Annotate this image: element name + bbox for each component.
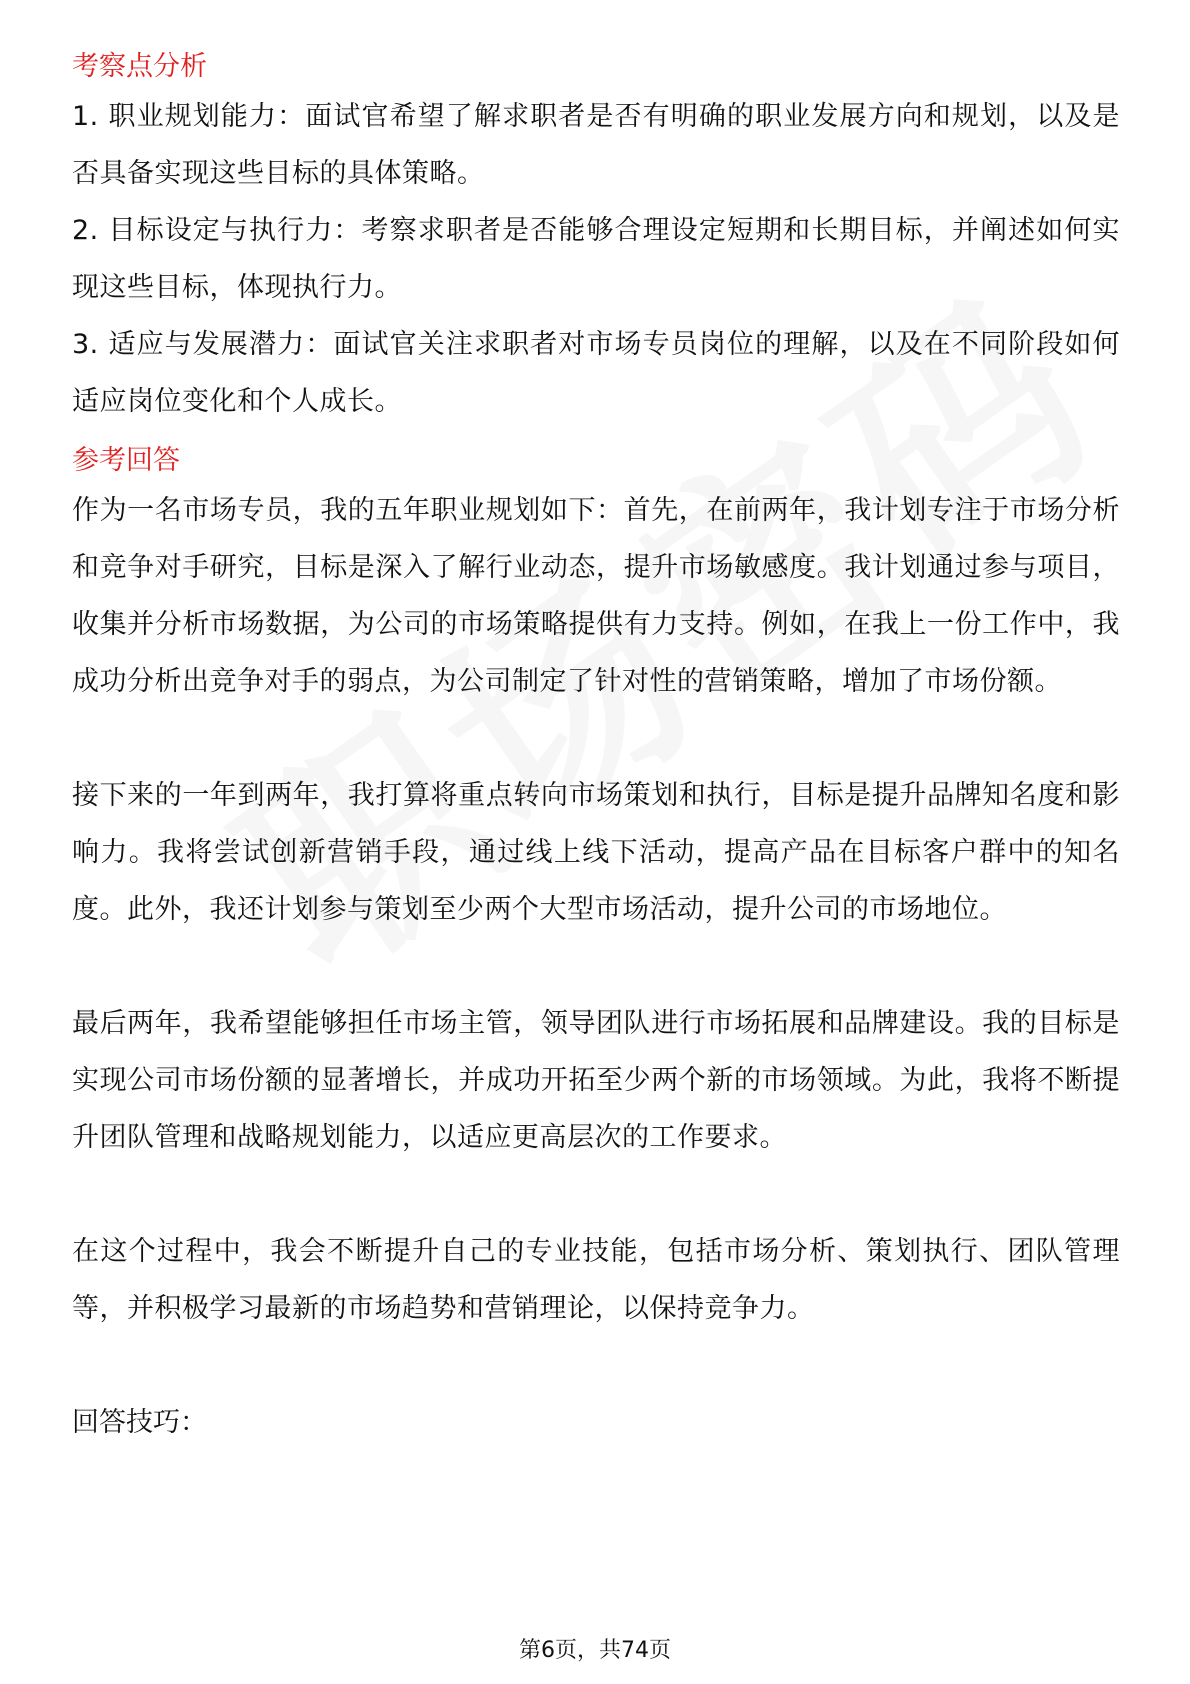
paragraph-spacer (72, 1166, 1120, 1223)
answer-paragraph-2: 接下来的一年到两年，我打算将重点转向市场策划和执行，目标是提升品牌知名度和影响力。我将尝试创新营销手段，通过线上线下活动，提高产品在目标客户群中的知名度。此外，我还计划参与策划至少两个大型市场活动，提升公司的市场地位。 (72, 780, 1120, 925)
answer-heading: 参考回答 (72, 445, 180, 476)
analysis-point-3: 3. 适应与发展潜力：面试官关注求职者对市场专员岗位的理解，以及在不同阶段如何适应岗位变化和个人成长。 (72, 329, 1120, 417)
paragraph-spacer (72, 710, 1120, 767)
tips-label: 回答技巧： (72, 1407, 207, 1438)
paragraph-spacer (72, 938, 1120, 995)
page-number-footer: 第6页，共74页 (519, 1638, 671, 1663)
page-content (72, 46, 1120, 1451)
answer-paragraph-1: 作为一名市场专员，我的五年职业规划如下：首先，在前两年，我计划专注于市场分析和竞争对手研究，目标是深入了解行业动态，提升市场敏感度。我计划通过参与项目，收集并分析市场数据，为公司的市场策略提供有力支持。例如，在我上一份工作中，我成功分析出竞争对手的弱点，为公司制定了针对性的营销策略，增加了市场份额。 (72, 495, 1120, 697)
answer-paragraph-4: 在这个过程中，我会不断提升自己的专业技能，包括市场分析、策划执行、团队管理等，并积极学习最新的市场趋势和营销理论，以保持竞争力。 (72, 1236, 1120, 1324)
analysis-point-1: 1. 职业规划能力：面试官希望了解求职者是否有明确的职业发展方向和规划，以及是否具备实现这些目标的具体策略。 (72, 101, 1120, 189)
analysis-point-2: 2. 目标设定与执行力：考察求职者是否能够合理设定短期和长期目标，并阐述如何实现这些目标，体现执行力。 (72, 215, 1120, 303)
paragraph-spacer (72, 1337, 1120, 1394)
analysis-heading: 考察点分析 (72, 51, 207, 82)
answer-paragraph-3: 最后两年，我希望能够担任市场主管，领导团队进行市场拓展和品牌建设。我的目标是实现公司市场份额的显著增长，并成功开拓至少两个新的市场领域。为此，我将不断提升团队管理和战略规划能力，以适应更高层次的工作要求。 (72, 1008, 1120, 1153)
